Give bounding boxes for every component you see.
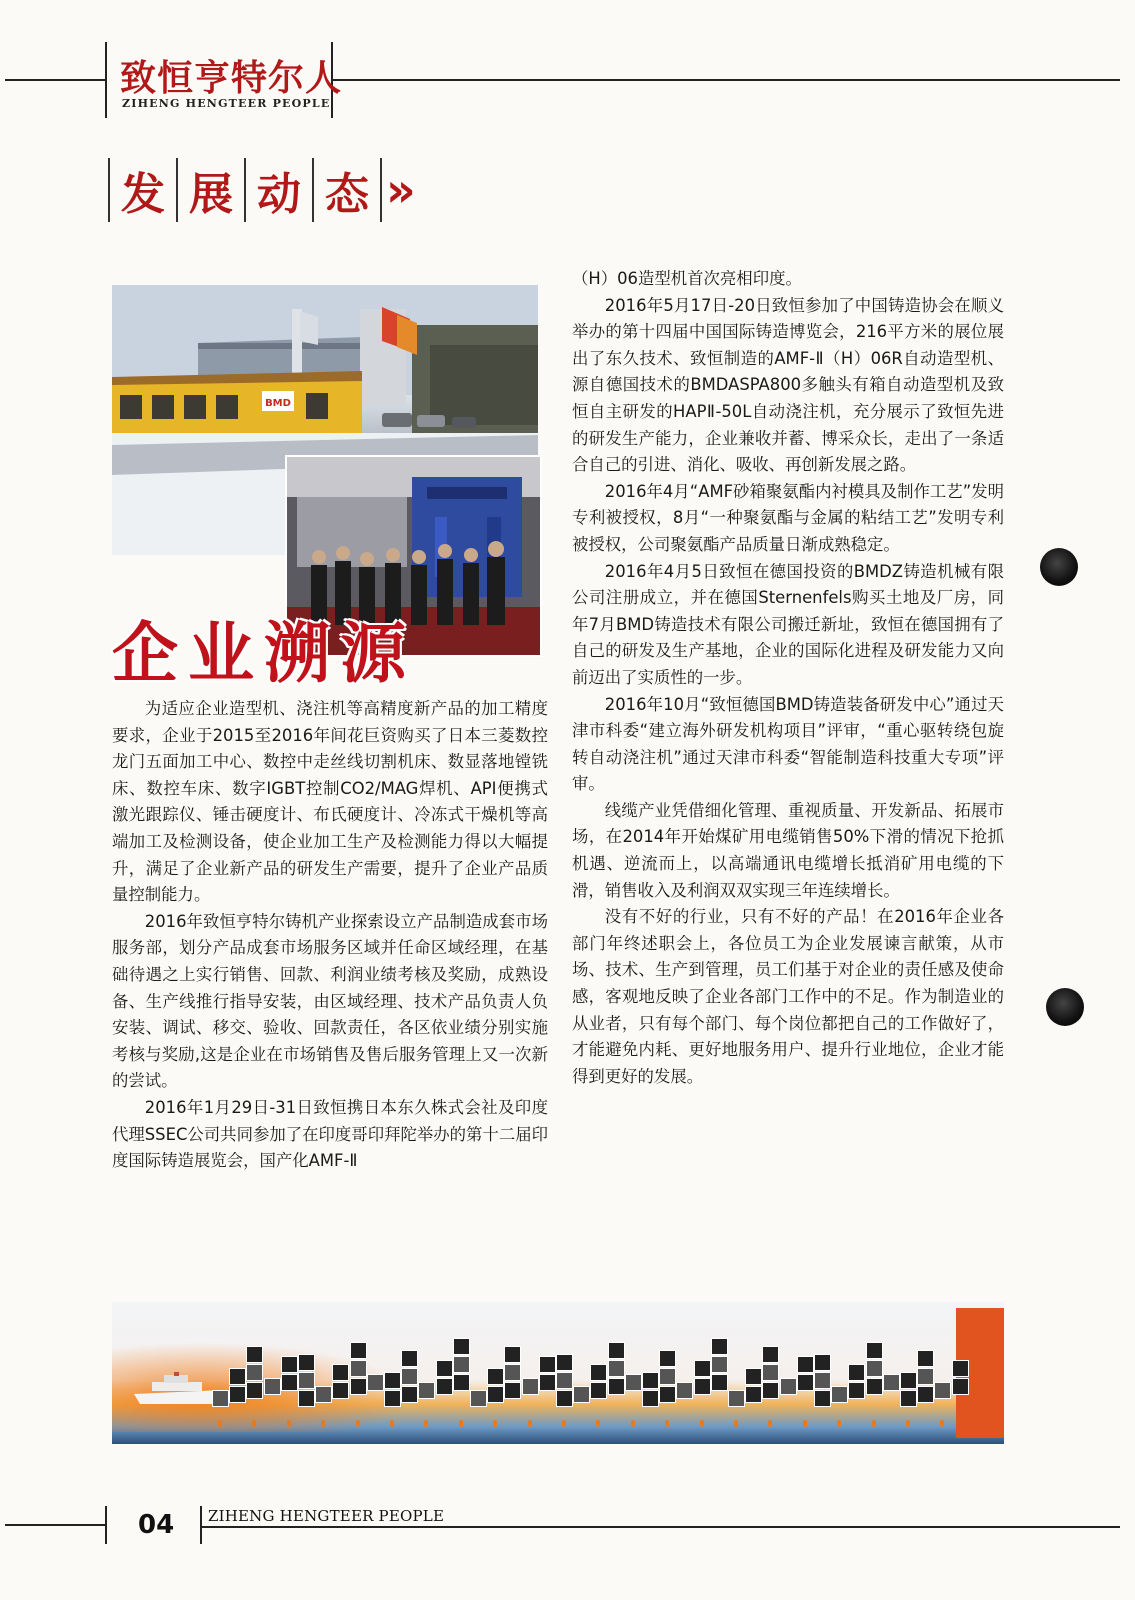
timeline-thumbnail — [745, 1368, 762, 1385]
timeline-thumbnail — [522, 1378, 539, 1395]
timeline-thumbnail — [608, 1378, 625, 1395]
timeline-thumbnail — [659, 1350, 676, 1367]
timeline-thumbnail — [676, 1382, 693, 1399]
footer-rule-right — [202, 1526, 1120, 1528]
binder-hole — [1046, 988, 1084, 1026]
timeline-thumbnail — [590, 1382, 607, 1399]
timeline-marker — [287, 1420, 291, 1427]
timeline-thumbnail — [797, 1374, 814, 1391]
timeline-thumbnail — [814, 1372, 831, 1389]
timeline-thumbnail — [556, 1372, 573, 1389]
timeline-thumbnail — [848, 1382, 865, 1399]
timeline-thumbnail — [229, 1368, 246, 1385]
timeline-thumbnail — [642, 1390, 659, 1407]
paragraph: 2016年1月29日-31日致恒携日本东久株式会社及印度代理SSEC公司共同参加了在印度哥印拜陀举办的第十二届印度国际铸造展览会，国产化AMF-Ⅱ — [112, 1097, 548, 1171]
timeline-thumbnail — [728, 1390, 745, 1407]
footer-divider-left — [105, 1506, 107, 1544]
timeline-thumbnail — [453, 1374, 470, 1391]
timeline-thumbnail — [780, 1378, 797, 1395]
timeline-thumbnail — [246, 1382, 263, 1399]
timeline-thumbnail — [401, 1368, 418, 1385]
paragraph: 2016年4月“AMF砂箱聚氨酯内衬模具及制作工艺”发明专利被授权，8月“一种聚氨酯与金属的粘结工艺”发明专利被授权，公司聚氨酯产品质量日渐成熟稳定。 — [572, 481, 1004, 554]
timeline-thumbnail — [608, 1342, 625, 1359]
timeline-thumbnail — [264, 1378, 281, 1395]
timeline-thumbnail — [711, 1356, 728, 1373]
paragraph: 2016年5月17日-20日致恒参加了中国铸造协会在顺义举办的第十四届中国国际铸造博览会，216平方米的展位展出了东久技术、致恒制造的AMF-Ⅱ（H）06R自动造型机、源自德国技术的BMDASPA800多触头有箱自动造型机及致恒自主研发的HAPⅡ-50L自动浇注机，充分展示了致恒先进的研发生产能力，企业兼收并蓄、博采众长，走出了一条适合自己的引进、消化、吸收、再创新发展之路。 — [572, 295, 1004, 475]
section-char: 态 — [325, 169, 369, 220]
timeline-marker — [837, 1420, 841, 1427]
footer-rule-left — [5, 1524, 105, 1526]
timeline-marker — [356, 1420, 360, 1427]
timeline-thumbnail — [556, 1390, 573, 1407]
timeline-thumbnail — [917, 1368, 934, 1385]
timeline-thumbnail — [281, 1374, 298, 1391]
timeline-thumbnail — [625, 1374, 642, 1391]
header-divider-left — [105, 42, 107, 118]
article-left-column — [112, 696, 548, 1175]
timeline-marker — [390, 1420, 394, 1427]
timeline-thumbnail — [866, 1378, 883, 1395]
timeline-banner — [112, 1302, 1004, 1444]
timeline-marker — [528, 1420, 532, 1427]
article-right-column — [572, 266, 1004, 1090]
timeline-thumbnail — [814, 1354, 831, 1371]
timeline-thumbnail — [711, 1338, 728, 1355]
timeline-thumbnail — [436, 1360, 453, 1377]
timeline-thumbnail — [384, 1390, 401, 1407]
magazine-logo: 致恒亨特尔人 — [120, 57, 343, 99]
timeline-marker — [700, 1420, 704, 1427]
timeline-marker — [493, 1420, 497, 1427]
timeline-thumbnail — [866, 1342, 883, 1359]
timeline-marker — [596, 1420, 600, 1427]
publication-name: ZIHENG HENGTEER PEOPLE — [208, 1507, 445, 1525]
timeline-thumbnail — [504, 1382, 521, 1399]
timeline-thumbnail — [694, 1360, 711, 1377]
timeline-thumbnail — [401, 1386, 418, 1403]
feature-title: 企业溯源 — [112, 614, 416, 692]
timeline-thumbnail — [659, 1368, 676, 1385]
timeline-thumbnail — [436, 1378, 453, 1395]
timeline-thumbnail — [762, 1364, 779, 1381]
timeline-thumbnail — [504, 1364, 521, 1381]
timeline-thumbnail — [350, 1360, 367, 1377]
timeline-thumbnail — [642, 1372, 659, 1389]
timeline-thumbnail — [350, 1378, 367, 1395]
timeline-thumbnail — [487, 1368, 504, 1385]
timeline-thumbnail — [332, 1382, 349, 1399]
timeline-thumbnail — [848, 1364, 865, 1381]
timeline-thumbnail — [590, 1364, 607, 1381]
section-char: 发 — [121, 169, 165, 220]
timeline-thumbnail — [350, 1342, 367, 1359]
timeline-marker — [940, 1420, 944, 1427]
timeline-marker — [562, 1420, 566, 1427]
ship-icon — [134, 1372, 222, 1406]
timeline-thumbnail — [694, 1378, 711, 1395]
paragraph: 2016年4月5日致恒在德国投资的BMDZ铸造机械有限公司注册成立，并在德国Sternenfels购买土地及厂房，同年7月BMD铸造技术有限公司搬迁新址，致恒在德国拥有了自己的研发及生产基地，企业的国际化进程及研发能力又向前迈出了实质性的一步。 — [572, 561, 1004, 687]
double-chevron-icon: » — [386, 163, 416, 217]
section-heading — [108, 158, 416, 222]
timeline-thumbnail — [883, 1374, 900, 1391]
timeline-marker — [218, 1420, 222, 1427]
timeline-thumbnail — [797, 1356, 814, 1373]
section-char: 展 — [189, 169, 233, 220]
timeline-thumbnail — [367, 1374, 384, 1391]
timeline-thumbnail — [212, 1390, 229, 1407]
timeline-thumbnail — [281, 1356, 298, 1373]
page-number: 04 — [138, 1510, 175, 1540]
timeline-marker — [872, 1420, 876, 1427]
timeline-marker — [665, 1420, 669, 1427]
timeline-thumbnail — [866, 1360, 883, 1377]
timeline-thumbnail — [384, 1372, 401, 1389]
timeline-thumbnail — [900, 1390, 917, 1407]
timeline-marker — [424, 1420, 428, 1427]
timeline-marker — [459, 1420, 463, 1427]
timeline-thumbnail — [917, 1350, 934, 1367]
timeline-thumbnail — [539, 1374, 556, 1391]
timeline-thumbnail — [539, 1356, 556, 1373]
timeline-thumbnail — [917, 1386, 934, 1403]
paragraph: 没有不好的行业，只有不好的产品！在2016年企业各部门年终述职会上，各位员工为企业发展谏言献策，从市场、技术、生产到管理，员工们基于对企业的责任感及使命感，客观地反映了企业各部门工作中的不足。作为制造业的从业者，只有每个部门、每个岗位都把自己的工作做好了，才能避免内耗、更好地服务用户、提升行业地位，企业才能得到更好的发展。 — [572, 907, 1004, 1086]
timeline-thumbnail — [246, 1364, 263, 1381]
timeline-marker — [768, 1420, 772, 1427]
binder-hole — [1040, 548, 1078, 586]
paragraph: 2016年致恒亨特尔铸机产业探索设立产品制造成套市场服务部，划分产品成套市场服务区域并任命区域经理，在基础待遇之上实行销售、回款、利润业绩考核及奖励，成熟设备、生产线推行指导安装，由区域经理、技术产品负责人负安装、调试、移交、验收、回款责任，各区依业绩分别实施考核与奖励,这是企业在市场销售及售后服务管理上又一次新的尝试。 — [112, 911, 548, 1091]
timeline-thumbnail — [952, 1378, 969, 1395]
timeline-thumbnail — [487, 1386, 504, 1403]
section-divider — [380, 158, 382, 222]
timeline-marker — [321, 1420, 325, 1427]
timeline-thumbnail — [315, 1386, 332, 1403]
paragraph: 线缆产业凭借细化管理、重视质量、开发新品、拓展市场，在2014年开始煤矿用电缆销售50%下滑的情况下抢抓机遇、逆流而上，以高端通讯电缆增长抵消矿用电缆的下滑，销售收入及利润双双实现三年连续增长。 — [572, 800, 1004, 900]
timeline-thumbnail — [762, 1382, 779, 1399]
paragraph: （H）06造型机首次亮相印度。 — [572, 269, 802, 288]
timeline-thumbnail — [934, 1382, 951, 1399]
timeline-thumbnail — [900, 1372, 917, 1389]
timeline-marker — [734, 1420, 738, 1427]
header-rule-right — [333, 79, 1120, 81]
timeline-thumbnail — [573, 1386, 590, 1403]
timeline-thumbnail — [504, 1346, 521, 1363]
magazine-logo-english: ZIHENG HENGTEER PEOPLE — [122, 97, 331, 110]
timeline-thumbnail — [952, 1360, 969, 1377]
timeline-thumbnail — [332, 1364, 349, 1381]
timeline-thumbnail — [229, 1386, 246, 1403]
timeline-thumbnail — [659, 1386, 676, 1403]
timeline-thumbnail — [608, 1360, 625, 1377]
footer-divider-right — [200, 1506, 202, 1544]
timeline-thumbnail — [246, 1346, 263, 1363]
paragraph: 为适应企业造型机、浇注机等高精度新产品的加工精度要求，企业于2015至2016年间花巨资购买了日本三菱数控龙门五面加工中心、数控中走丝线切割机床、数显落地镗铣床、数控车床、数字IGBT控制CO2/MAG焊机、API便携式激光跟踪仪、锤击硬度计、布氏硬度计、冷冻式干燥机等高端加工及检测设备，使企业加工生产及检测能力得以大幅提升，满足了企业新产品的研发生产需要，提升了企业产品质量控制能力。 — [112, 699, 548, 905]
timeline-thumbnail — [814, 1390, 831, 1407]
timeline-marker — [803, 1420, 807, 1427]
timeline-thumbnail — [831, 1386, 848, 1403]
timeline-thumbnail — [418, 1382, 435, 1399]
timeline-thumbnail — [453, 1338, 470, 1355]
section-char: 动 — [257, 169, 301, 220]
timeline-thumbnail — [401, 1350, 418, 1367]
bmd-sign: BMD — [265, 398, 291, 409]
timeline-thumbnail — [453, 1356, 470, 1373]
timeline-thumbnail — [556, 1354, 573, 1371]
timeline-thumbnail — [298, 1390, 315, 1407]
timeline-thumbnail — [298, 1354, 315, 1371]
timeline-thumbnail — [745, 1386, 762, 1403]
header-rule-left — [5, 79, 105, 81]
timeline-thumbnail — [298, 1372, 315, 1389]
paragraph: 2016年10月“致恒德国BMD铸造装备研发中心”通过天津市科委“建立海外研发机构项目”评审，“重心驱转绕包旋转自动浇注机”通过天津市科委“智能制造科技重大专项”评审。 — [572, 694, 1004, 794]
timeline-thumbnail — [762, 1346, 779, 1363]
timeline-thumbnail — [470, 1390, 487, 1407]
timeline-thumbnail — [711, 1374, 728, 1391]
timeline-marker — [631, 1420, 635, 1427]
timeline-marker — [906, 1420, 910, 1427]
